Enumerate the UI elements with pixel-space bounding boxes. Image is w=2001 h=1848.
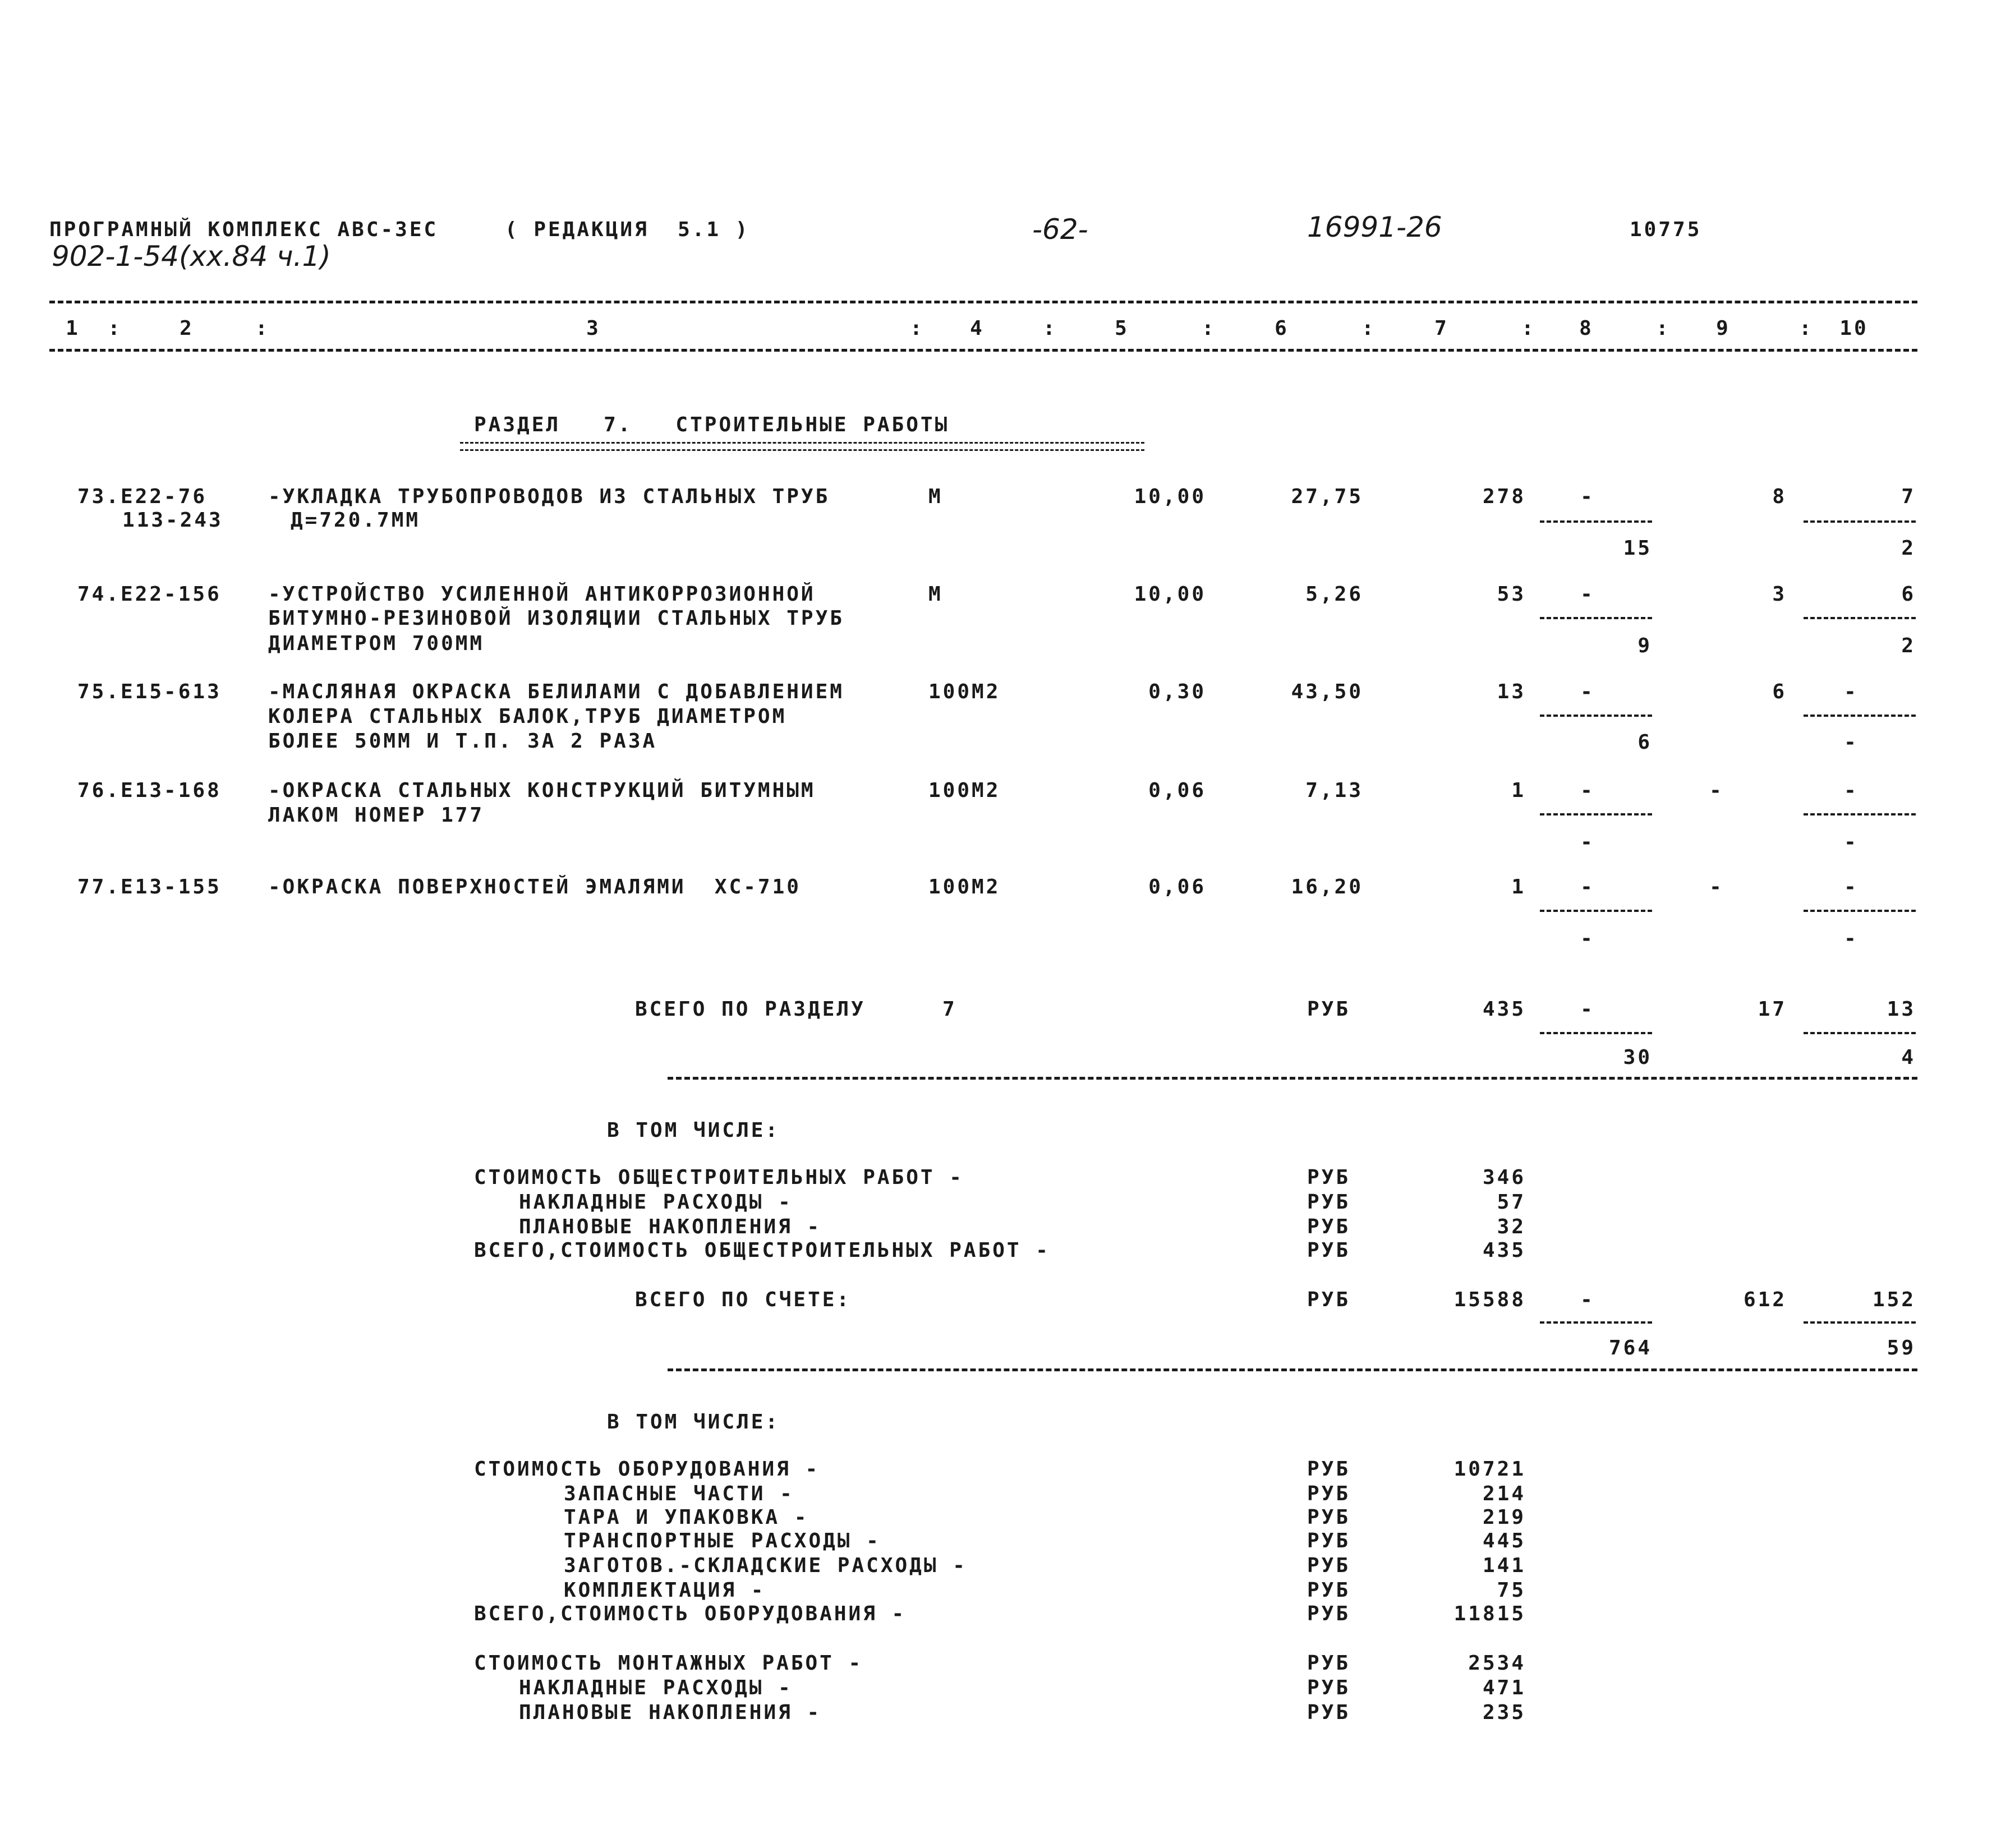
column-number: 2: [180, 317, 194, 340]
col8-bottom: -: [1580, 831, 1595, 854]
item-total: 53: [1497, 583, 1526, 606]
col9-value: 3: [1772, 583, 1787, 606]
col10-bottom: 59: [1887, 1337, 1916, 1359]
breakdown-label: СТОИМОСТЬ МОНТАЖНЫХ РАБОТ -: [474, 1652, 863, 1675]
breakdown-unit: РУБ: [1307, 1529, 1351, 1552]
item-quantity: 0,30: [1148, 680, 1206, 703]
item-description: -МАСЛЯНАЯ ОКРАСКА БЕЛИЛАМИ С ДОБАВЛЕНИЕМ: [268, 680, 844, 703]
breakdown-label: ВСЕГО,СТОИМОСТЬ ОБЩЕСТРОИТЕЛЬНЫХ РАБОТ -: [474, 1239, 1050, 1262]
breakdown-unit: РУБ: [1307, 1482, 1351, 1505]
breakdown-unit: РУБ: [1307, 1458, 1351, 1481]
column-separator: :: [255, 317, 270, 340]
col10-bottom: -: [1844, 927, 1859, 950]
col10-bottom: -: [1844, 731, 1859, 754]
item-unit: 100М2: [928, 779, 1001, 802]
col10-top: 152: [1872, 1288, 1916, 1311]
col8-divider: [1540, 520, 1652, 523]
column-separator: :: [1043, 317, 1057, 340]
item-unit: 100М2: [928, 875, 1001, 898]
breakdown-label: СТОИМОСТЬ ОБОРУДОВАНИЯ -: [474, 1458, 820, 1481]
column-separator: :: [1656, 317, 1671, 340]
account-total-value: 15588: [1453, 1288, 1526, 1311]
breakdown-unit: РУБ: [1307, 1191, 1351, 1214]
col10-top: 13: [1887, 998, 1916, 1021]
breakdown-label: НАКЛАДНЫЕ РАСХОДЫ -: [519, 1191, 793, 1214]
col10-divider: [1804, 1032, 1916, 1034]
col8-divider: [1540, 813, 1652, 815]
column-number: 7: [1434, 317, 1449, 340]
col8-top: -: [1580, 485, 1595, 508]
column-separator: :: [910, 317, 924, 340]
breakdown-value: 141: [1482, 1554, 1526, 1577]
column-separator: :: [108, 317, 122, 340]
document-number: 16991-26: [1307, 211, 1442, 243]
item-quantity: 0,06: [1148, 779, 1206, 802]
col10-top: 6: [1901, 583, 1916, 606]
breakdown-unit: РУБ: [1307, 1506, 1351, 1529]
col8-top: -: [1580, 875, 1595, 898]
item-total: 1: [1511, 875, 1526, 898]
col8-divider: [1540, 910, 1652, 912]
col8-top: -: [1580, 779, 1595, 802]
section-total-unit: РУБ: [1307, 998, 1351, 1021]
col8-bottom: 764: [1608, 1337, 1652, 1359]
item-quantity: 0,06: [1148, 875, 1206, 898]
page-number: -62-: [1032, 213, 1088, 246]
col10-top: -: [1844, 680, 1859, 703]
item-description: -УСТРОЙСТВО УСИЛЕННОЙ АНТИКОРРОЗИОННОЙ: [268, 583, 816, 606]
col10-top: -: [1844, 875, 1859, 898]
item-description: -ОКРАСКА ПОВЕРХНОСТЕЙ ЭМАЛЯМИ ХС-710: [268, 875, 801, 898]
item-unit: М: [928, 583, 943, 606]
breakdown-value: 346: [1482, 1166, 1526, 1189]
breakdown-unit: РУБ: [1307, 1554, 1351, 1577]
col8-top: -: [1580, 1288, 1595, 1311]
document-code: 10775: [1630, 218, 1702, 241]
col10-divider: [1804, 1321, 1916, 1324]
item-code-secondary: 113-243: [122, 509, 223, 532]
col10-divider: [1804, 910, 1916, 912]
col8-top: -: [1580, 583, 1595, 606]
breakdown-value: 2534: [1468, 1652, 1526, 1675]
account-total-rule: [668, 1368, 1917, 1371]
col8-top: -: [1580, 680, 1595, 703]
breakdown-value: 11815: [1453, 1602, 1526, 1625]
column-number: 8: [1579, 317, 1594, 340]
item-code: 75.Е15-613: [77, 680, 222, 703]
breakdown-unit: РУБ: [1307, 1579, 1351, 1602]
col10-divider: [1804, 520, 1916, 523]
col8-divider: [1540, 1032, 1652, 1034]
col8-bottom: 15: [1623, 537, 1652, 560]
item-description: БОЛЕЕ 50ММ И Т.П. ЗА 2 РАЗА: [268, 730, 657, 753]
breakdown-label: ТАРА И УПАКОВКА -: [564, 1506, 809, 1529]
col9-value: 6: [1772, 680, 1787, 703]
col10-divider: [1804, 813, 1916, 815]
item-description: БИТУМНО-РЕЗИНОВОЙ ИЗОЛЯЦИИ СТАЛЬНЫХ ТРУБ: [268, 607, 844, 630]
header-rule-bottom: [49, 349, 1917, 352]
item-total: 278: [1482, 485, 1526, 508]
item-unit-price: 27,75: [1291, 485, 1363, 508]
col8-divider: [1540, 617, 1652, 619]
item-description: ДИАМЕТРОМ 700ММ: [268, 632, 485, 655]
item-code: 73.Е22-76: [77, 485, 208, 508]
breakdown-unit: РУБ: [1307, 1166, 1351, 1189]
col8-bottom: 9: [1637, 634, 1652, 657]
column-number: 10: [1839, 317, 1869, 340]
col10-bottom: -: [1844, 831, 1859, 854]
col8-top: -: [1580, 998, 1595, 1021]
column-number: 9: [1716, 317, 1731, 340]
item-total: 13: [1497, 680, 1526, 703]
account-total-unit: РУБ: [1307, 1288, 1351, 1311]
col8-bottom: 6: [1637, 731, 1652, 754]
col10-top: -: [1844, 779, 1859, 802]
col10-divider: [1804, 617, 1916, 619]
header-rule-top: [49, 301, 1917, 303]
breakdown-label: ЗАПАСНЫЕ ЧАСТИ -: [564, 1482, 794, 1505]
section-underline: [460, 442, 1144, 451]
including-label: В ТОМ ЧИСЛЕ:: [607, 1411, 780, 1434]
item-unit: М: [928, 485, 943, 508]
breakdown-unit: РУБ: [1307, 1239, 1351, 1262]
item-description: ЛАКОМ НОМЕР 177: [268, 804, 485, 827]
col9-value: -: [1709, 875, 1724, 898]
column-number: 3: [586, 317, 601, 340]
col10-bottom: 2: [1901, 537, 1916, 560]
col9-value: 8: [1772, 485, 1787, 508]
breakdown-label: ПЛАНОВЫЕ НАКОПЛЕНИЯ -: [519, 1701, 822, 1724]
column-number: 6: [1275, 317, 1289, 340]
breakdown-label: ВСЕГО,СТОИМОСТЬ ОБОРУДОВАНИЯ -: [474, 1602, 907, 1625]
item-quantity: 10,00: [1134, 583, 1206, 606]
breakdown-value: 57: [1497, 1191, 1526, 1214]
col9-value: 17: [1758, 998, 1787, 1021]
col10-top: 7: [1901, 485, 1916, 508]
item-description: Д=720.7ММ: [291, 509, 421, 532]
item-description: -ОКРАСКА СТАЛЬНЫХ КОНСТРУКЦИЙ БИТУМНЫМ: [268, 779, 816, 802]
col9-value: 612: [1743, 1288, 1787, 1311]
column-number: 5: [1115, 317, 1129, 340]
col8-divider: [1540, 1321, 1652, 1324]
col8-bottom: -: [1580, 927, 1595, 950]
breakdown-label: КОМПЛЕКТАЦИЯ -: [564, 1579, 766, 1602]
breakdown-label: ПЛАНОВЫЕ НАКОПЛЕНИЯ -: [519, 1215, 822, 1238]
column-separator: :: [1361, 317, 1376, 340]
program-edition: ( РЕДАКЦИЯ 5.1 ): [505, 218, 750, 241]
column-separator: :: [1202, 317, 1216, 340]
item-description: -УКЛАДКА ТРУБОПРОВОДОВ ИЗ СТАЛЬНЫХ ТРУБ: [268, 485, 830, 508]
item-code: 76.Е13-168: [77, 779, 222, 802]
item-code: 74.Е22-156: [77, 583, 222, 606]
section-title: РАЗДЕЛ 7. СТРОИТЕЛЬНЫЕ РАБОТЫ: [474, 413, 950, 436]
col8-bottom: 30: [1623, 1046, 1652, 1069]
section-total-value: 435: [1482, 998, 1526, 1021]
item-unit-price: 5,26: [1305, 583, 1363, 606]
section-total-rule: [668, 1077, 1917, 1080]
item-unit-price: 43,50: [1291, 680, 1363, 703]
breakdown-unit: РУБ: [1307, 1652, 1351, 1675]
breakdown-value: 445: [1482, 1529, 1526, 1552]
breakdown-value: 435: [1482, 1239, 1526, 1262]
project-number: 902-1-54(хх.84 ч.1): [52, 240, 331, 273]
breakdown-value: 10721: [1453, 1458, 1526, 1481]
column-separator: :: [1521, 317, 1536, 340]
breakdown-value: 471: [1482, 1676, 1526, 1699]
col8-divider: [1540, 715, 1652, 717]
item-unit-price: 7,13: [1305, 779, 1363, 802]
breakdown-label: ТРАНСПОРТНЫЕ РАСХОДЫ -: [564, 1529, 881, 1552]
item-total: 1: [1511, 779, 1526, 802]
breakdown-unit: РУБ: [1307, 1676, 1351, 1699]
item-unit-price: 16,20: [1291, 875, 1363, 898]
breakdown-label: НАКЛАДНЫЕ РАСХОДЫ -: [519, 1676, 793, 1699]
breakdown-value: 32: [1497, 1215, 1526, 1238]
column-separator: :: [1799, 317, 1814, 340]
item-quantity: 10,00: [1134, 485, 1206, 508]
breakdown-value: 219: [1482, 1506, 1526, 1529]
breakdown-value: 214: [1482, 1482, 1526, 1505]
breakdown-unit: РУБ: [1307, 1602, 1351, 1625]
breakdown-value: 235: [1482, 1701, 1526, 1724]
col10-divider: [1804, 715, 1916, 717]
item-code: 77.Е13-155: [77, 875, 222, 898]
col9-value: -: [1709, 779, 1724, 802]
breakdown-value: 75: [1497, 1579, 1526, 1602]
column-number: 4: [970, 317, 985, 340]
item-description: КОЛЕРА СТАЛЬНЫХ БАЛОК,ТРУБ ДИАМЕТРОМ: [268, 705, 787, 728]
account-total-label: ВСЕГО ПО СЧЕТЕ:: [635, 1288, 852, 1311]
breakdown-label: ЗАГОТОВ.-СКЛАДСКИЕ РАСХОДЫ -: [564, 1554, 967, 1577]
section-total-number: 7: [942, 998, 957, 1021]
section-total-label: ВСЕГО ПО РАЗДЕЛУ: [635, 998, 866, 1021]
program-name: ПРОГРАМНЫЙ КОМПЛЕКС АВС-3ЕС: [49, 218, 439, 241]
item-unit: 100М2: [928, 680, 1001, 703]
col10-bottom: 4: [1901, 1046, 1916, 1069]
breakdown-label: СТОИМОСТЬ ОБЩЕСТРОИТЕЛЬНЫХ РАБОТ -: [474, 1166, 964, 1189]
breakdown-unit: РУБ: [1307, 1215, 1351, 1238]
column-number: 1: [66, 317, 80, 340]
breakdown-unit: РУБ: [1307, 1701, 1351, 1724]
col10-bottom: 2: [1901, 634, 1916, 657]
including-label: В ТОМ ЧИСЛЕ:: [607, 1119, 780, 1142]
